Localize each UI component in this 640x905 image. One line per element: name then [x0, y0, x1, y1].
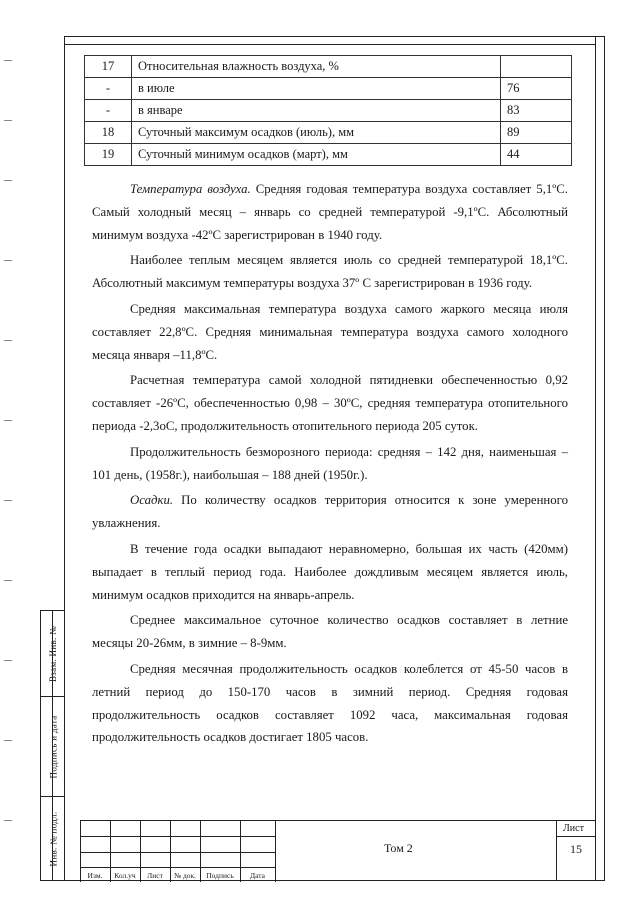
- row-value: 44: [501, 144, 572, 166]
- row-label: в июле: [132, 78, 501, 100]
- edge-mark: [4, 420, 12, 421]
- title-block-label: Кол.уч: [114, 871, 136, 880]
- volume-label: Том 2: [384, 841, 413, 855]
- row-number: -: [85, 78, 132, 100]
- paragraph-text: Средняя годовая температура воздуха составляет 5,1ºС. Самый холодный месяц – январь со средней температурой -9,1ºС. Абсолютный минимум воздуха -42ºС зарегистрирован в 1940 году.: [92, 182, 568, 242]
- side-stamp-column: [52, 610, 65, 881]
- edge-mark: [4, 500, 12, 501]
- edge-mark: [4, 120, 12, 121]
- paragraph-design-temp: Расчетная температура самой холодной пятидневки обеспеченностью 0,92 составляет -26ºС, обеспеченностью 0,98 – 30ºС, средняя температура отопительного периода -2,3оС, продолжительность отопительного периода 205 суток.: [92, 373, 568, 433]
- row-label: Суточный максимум осадков (июль), мм: [132, 122, 501, 144]
- row-value: 83: [501, 100, 572, 122]
- side-label-podpis: Подпись и дата: [48, 715, 59, 778]
- row-number: 18: [85, 122, 132, 144]
- paragraph-max-min: Средняя максимальная температура воздуха самого жаркого месяца июля составляет 22,8ºС. Средняя минимальная температура воздуха самого холодного месяца января –11,8ºС.: [92, 301, 568, 362]
- row-label: Относительная влажность воздуха, %: [132, 56, 501, 78]
- row-value: 76: [501, 78, 572, 100]
- row-value: 89: [501, 122, 572, 144]
- edge-mark: [4, 580, 12, 581]
- sheet-label: Лист: [563, 823, 584, 834]
- row-number: -: [85, 100, 132, 122]
- table-row: [85, 100, 572, 122]
- table-row: [85, 144, 572, 166]
- paragraph-frost-free: Продолжительность безморозного периода: средняя – 142 дня, наименьшая – 101 день, (1958г.), наибольшая – 188 дней (1950г.).: [92, 444, 568, 482]
- title-block: [80, 820, 595, 882]
- paragraph-distribution: В течение года осадки выпадают неравномерно, большая их часть (420мм) выпадает в теплый период года. Наиболее дождливым месяцем является июль, минимум осадков приходится на январь-апрель.: [92, 541, 568, 602]
- row-number: 17: [85, 56, 132, 78]
- title-block-sheet-divider: [556, 820, 557, 881]
- row-value: [501, 56, 572, 78]
- side-label-inv-podl: Инв. № подл.: [48, 811, 59, 867]
- table-row: [85, 122, 572, 144]
- edge-mark: [4, 340, 12, 341]
- paragraph-temperature: [92, 178, 568, 246]
- edge-mark: [4, 260, 12, 261]
- paragraph-warmest: Наиболее теплым месяцем является июль со средней температурой 18,1ºС. Абсолютный максимум температуры воздуха 37º С зарегистрирован в 1936 году.: [92, 253, 568, 291]
- edge-mark: [4, 820, 12, 821]
- row-label: Суточный минимум осадков (март), мм: [132, 144, 501, 166]
- title-block-label: Дата: [250, 871, 265, 880]
- climate-table: [84, 55, 572, 166]
- title-block-label: Изм.: [87, 871, 103, 880]
- frame-top-line: [64, 44, 595, 45]
- row-number: 19: [85, 144, 132, 166]
- title-block-label: Подпись: [206, 871, 234, 880]
- edge-mark: [4, 660, 12, 661]
- title-block-label: № док.: [173, 871, 197, 880]
- heading-temperature: Температура воздуха.: [130, 182, 251, 196]
- edge-mark: [4, 740, 12, 741]
- edge-mark: [4, 60, 12, 61]
- sheet-number: 15: [570, 842, 582, 856]
- frame-right-line: [595, 36, 596, 881]
- body-text: [92, 178, 568, 749]
- title-block-sheet-line: [556, 836, 595, 837]
- paragraph-precipitation: [92, 489, 568, 535]
- edge-mark: [4, 180, 12, 181]
- heading-precipitation: Осадки.: [130, 493, 174, 508]
- paragraph-text: По количеству осадков территория относится к зоне умеренного увлажнения.: [92, 493, 568, 531]
- paragraph-duration: Средняя месячная продолжительность осадков колеблется от 45-50 часов в летний период до 150-170 часов в зимний период. Средняя годовая продолжительность осадков составляет 1092 часа, максимальная годовая продолжительность осадков достигает 1805 часов.: [92, 661, 568, 745]
- title-block-label: Лист: [147, 871, 163, 880]
- table-row: [85, 78, 572, 100]
- row-label: в январе: [132, 100, 501, 122]
- paragraph-daily-max: Среднее максимальное суточное количество осадков составляет в летние месяцы 20-26мм, в зимние – 8-9мм.: [92, 613, 568, 651]
- side-label-vzam: Взам. Инв. №: [48, 625, 59, 682]
- table-row: [85, 56, 572, 78]
